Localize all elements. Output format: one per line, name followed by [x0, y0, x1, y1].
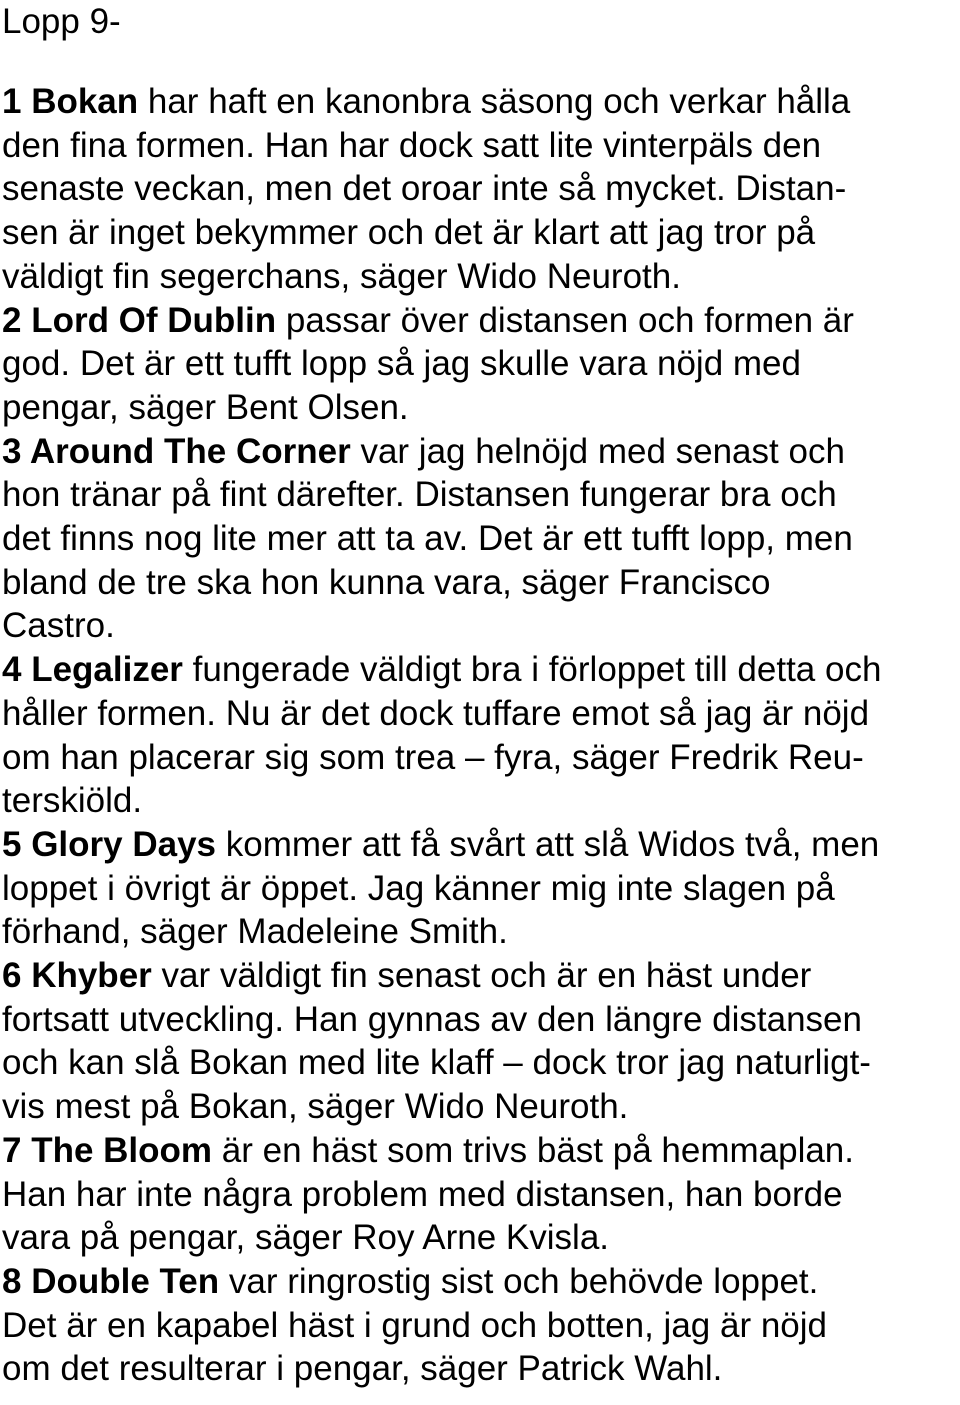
line-text: Det är en kapabel häst i grund och botten, jag är nöjd	[2, 1305, 827, 1345]
text-line	[2, 1304, 827, 1348]
line-text: vara på pengar, säger Roy Arne Kvisla.	[2, 1218, 610, 1258]
line-text: förhand, säger Madeleine Smith.	[2, 912, 508, 952]
text-line	[2, 910, 508, 954]
text-line	[2, 998, 862, 1042]
text-line	[2, 1129, 854, 1173]
text-line	[2, 167, 846, 211]
horse-name: 2 Lord Of Dublin	[2, 300, 277, 340]
horse-name: 6 Khyber	[2, 956, 152, 995]
line-text: terskiöld.	[2, 781, 143, 821]
text-line	[2, 430, 845, 474]
text-line	[2, 211, 815, 255]
line-text: vis mest på Bokan, säger Wido Neuroth.	[2, 1087, 629, 1127]
line-text: kommer att få svårt att slå Widos två, men	[216, 824, 880, 864]
text-line	[2, 517, 853, 561]
line-text: håller formen. Nu är det dock tuffare emot så jag är nöjd	[2, 693, 870, 733]
line-text: pengar, säger Bent Olsen.	[2, 387, 409, 427]
text-line	[2, 1173, 843, 1217]
text-line	[2, 954, 811, 998]
line-text: fortsatt utveckling. Han gynnas av den längre distansen	[2, 999, 862, 1039]
line-text: om det resulterar i pengar, säger Patrick Wahl.	[2, 1349, 723, 1389]
line-text: Castro.	[2, 606, 115, 646]
text-line	[2, 80, 850, 124]
text-line	[2, 299, 854, 343]
line-text: är en häst som trivs bäst på hemmaplan.	[212, 1130, 854, 1170]
text-line	[2, 692, 869, 736]
horse-name: 3 Around The Corner	[2, 431, 351, 471]
line-text: god. Det är ett tufft lopp så jag skulle vara nöjd med	[2, 344, 801, 384]
horse-name: 5 Glory Days	[2, 824, 216, 864]
line-text: har haft en kanonbra säsong och verkar hålla	[138, 82, 851, 121]
text-line	[2, 124, 821, 168]
line-text: var väldigt fin senast och är en häst under	[151, 956, 812, 995]
line-text: var ringrostig sist och behövde loppet.	[219, 1261, 819, 1301]
line-text: var jag helnöjd med senast och	[350, 431, 845, 471]
text-line	[2, 823, 879, 867]
horse-name: 8 Double Ten	[2, 1261, 220, 1301]
line-text: Han har inte några problem med distansen, han borde	[2, 1174, 843, 1214]
text-line	[2, 1216, 609, 1260]
line-text: fungerade väldigt bra i förloppet till detta och	[182, 650, 882, 690]
text-line	[2, 255, 681, 299]
text-line	[2, 779, 142, 823]
text-line	[2, 386, 409, 430]
text-line	[2, 561, 771, 605]
text-line	[2, 1347, 722, 1391]
text-line	[2, 867, 835, 911]
horse-name: 7 The Bloom	[2, 1130, 213, 1170]
text-line	[2, 1041, 871, 1085]
line-text: passar över distansen och formen är	[276, 300, 854, 340]
page-title: Lopp 9-	[2, 2, 121, 41]
line-text: senaste veckan, men det oroar inte så mycket. Distan-	[2, 169, 847, 209]
line-text: och kan slå Bokan med lite klaff – dock tror jag naturligt-	[2, 1043, 871, 1083]
line-text: den fina formen. Han har dock satt lite vinterpäls den	[2, 125, 822, 165]
line-text: sen är inget bekymmer och det är klart att jag tror på	[2, 213, 816, 253]
text-line	[2, 648, 881, 692]
text-line	[2, 604, 115, 648]
horse-name: 4 Legalizer	[2, 650, 183, 690]
line-text: bland de tre ska hon kunna vara, säger Francisco	[2, 562, 771, 602]
line-text: om han placerar sig som trea – fyra, säger Fredrik Reu-	[2, 737, 864, 777]
line-text: väldigt fin segerchans, säger Wido Neuroth.	[2, 256, 681, 296]
text-line	[2, 473, 837, 517]
text-line	[2, 1085, 628, 1129]
text-line	[2, 342, 801, 386]
line-text: det finns nog lite mer att ta av. Det är ett tufft lopp, men	[2, 519, 853, 558]
text-line	[2, 1260, 818, 1304]
line-text: loppet i övrigt är öppet. Jag känner mig inte slagen på	[2, 868, 835, 908]
horse-name: 1 Bokan	[2, 82, 139, 121]
text-line	[2, 736, 864, 780]
line-text: hon tränar på fint därefter. Distansen fungerar bra och	[2, 475, 837, 515]
